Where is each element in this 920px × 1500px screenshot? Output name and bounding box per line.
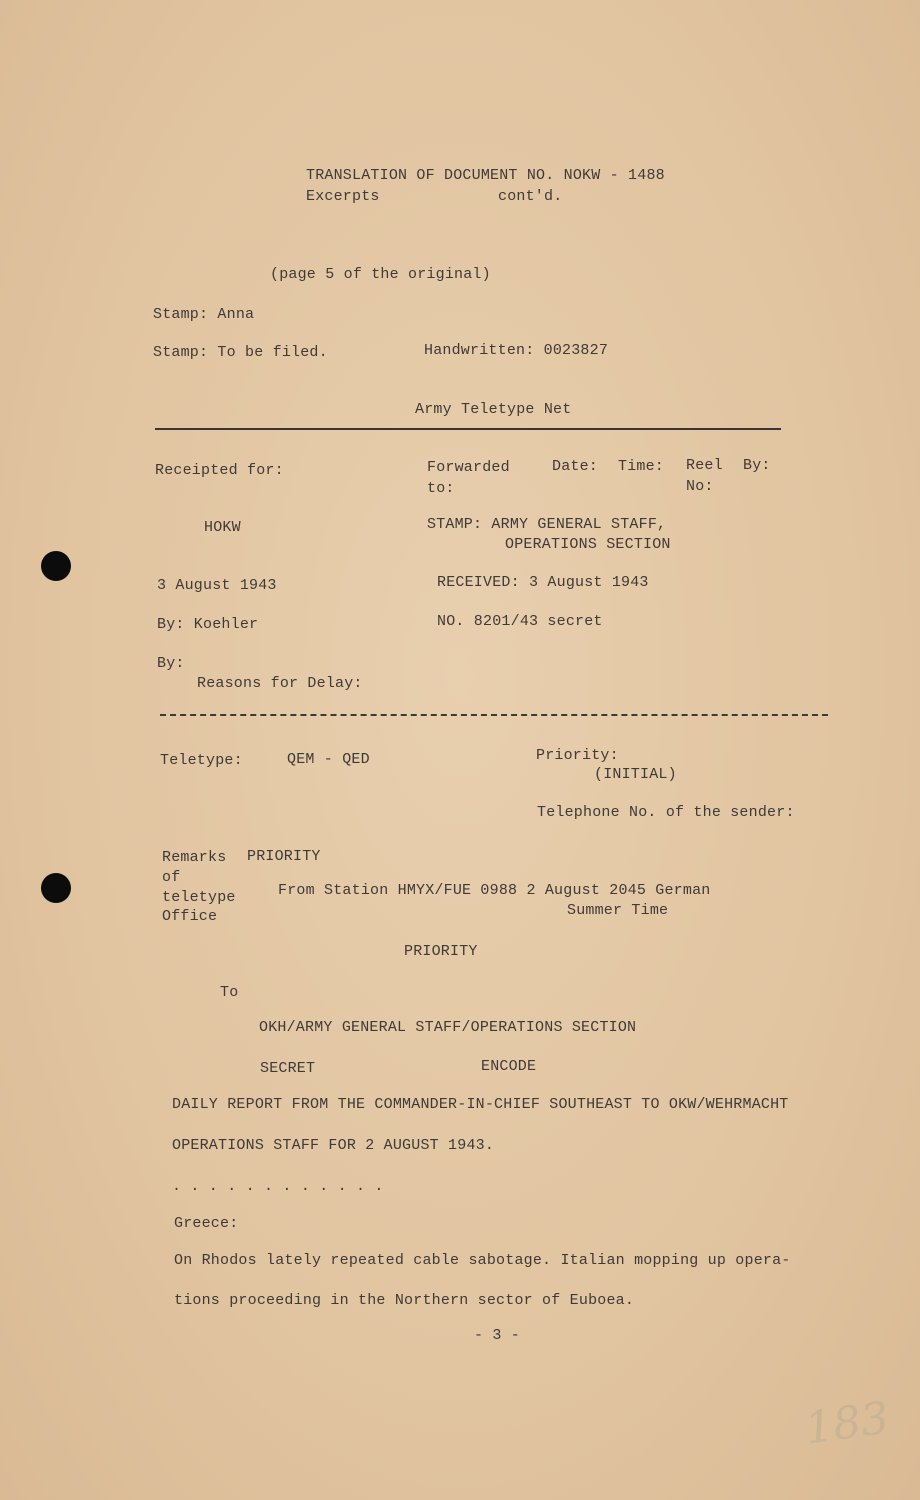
report-paragraph-line-1: On Rhodos lately repeated cable sabotage. Italian mopping up opera- <box>174 1252 791 1269</box>
stamp-anna: Stamp: Anna <box>153 306 255 323</box>
punch-hole-bottom <box>41 873 71 903</box>
omission-dots: . . . . . . . . . . . . <box>172 1178 384 1195</box>
dashed-separator <box>160 714 828 716</box>
by-label: By: <box>743 457 771 474</box>
hokw-value: HOKW <box>204 519 241 536</box>
reasons-for-delay: Reasons for Delay: <box>197 675 363 692</box>
daily-report-line-2: OPERATIONS STAFF FOR 2 AUGUST 1943. <box>172 1137 495 1154</box>
header-rule <box>155 428 781 430</box>
page-number: - 3 - <box>474 1327 521 1344</box>
reel-label: Reel <box>686 457 723 474</box>
remarks-teletype-label: teletype <box>162 889 236 906</box>
report-paragraph-line-2: tions proceeding in the Northern sector of Euboea. <box>174 1292 635 1309</box>
from-station: From Station HMYX/FUE 0988 2 August 2045 German <box>278 882 711 899</box>
priority-value: (INITIAL) <box>594 766 677 783</box>
stamp-army-general-staff: STAMP: ARMY GENERAL STAFF, <box>427 516 667 533</box>
handwritten-number: Handwritten: 0023827 <box>424 342 609 359</box>
received-stamp: RECEIVED: 3 August 1943 <box>437 574 649 591</box>
reel-no-label: No: <box>686 478 714 495</box>
greece-heading: Greece: <box>174 1215 239 1232</box>
net-title: Army Teletype Net <box>415 401 572 418</box>
date-label: Date: <box>552 458 599 475</box>
teletype-value: QEM - QED <box>287 751 370 768</box>
stamp-operations-section: OPERATIONS SECTION <box>505 536 671 553</box>
addressee: OKH/ARMY GENERAL STAFF/OPERATIONS SECTION <box>259 1019 637 1036</box>
time-label: Time: <box>618 458 665 475</box>
remarks-of-label: of <box>162 869 181 886</box>
daily-report-line-1: DAILY REPORT FROM THE COMMANDER-IN-CHIEF SOUTHEAST TO OKW/WEHRMACHT <box>172 1096 789 1113</box>
margin-handwritten-note: 183 <box>801 1392 893 1455</box>
receipted-for-label: Receipted for: <box>155 462 284 479</box>
continued-label: cont'd. <box>498 188 563 205</box>
to-label: To <box>220 984 239 1001</box>
forwarded-to-label: to: <box>427 480 455 497</box>
priority-heading: PRIORITY <box>404 943 478 960</box>
document-title: TRANSLATION OF DOCUMENT NO. NOKW - 1488 <box>306 167 665 184</box>
receipt-date: 3 August 1943 <box>157 577 277 594</box>
remarks-office-label: Office <box>162 908 218 925</box>
priority-label: Priority: <box>536 747 619 764</box>
telephone-label: Telephone No. of the sender: <box>537 804 795 821</box>
summer-time: Summer Time <box>567 902 669 919</box>
punch-hole-top <box>41 551 71 581</box>
encode-label: ENCODE <box>481 1058 537 1075</box>
secret-label: SECRET <box>260 1060 316 1077</box>
excerpts-label: Excerpts <box>306 188 380 205</box>
stamp-to-be-filed: Stamp: To be filed. <box>153 344 328 361</box>
forwarded-label: Forwarded <box>427 459 510 476</box>
by-blank: By: <box>157 655 185 672</box>
by-koehler: By: Koehler <box>157 616 259 633</box>
document-number: NO. 8201/43 secret <box>437 613 603 630</box>
teletype-label: Teletype: <box>160 752 243 769</box>
remarks-priority: PRIORITY <box>247 848 321 865</box>
remarks-label: Remarks <box>162 849 227 866</box>
page-reference: (page 5 of the original) <box>270 266 491 283</box>
